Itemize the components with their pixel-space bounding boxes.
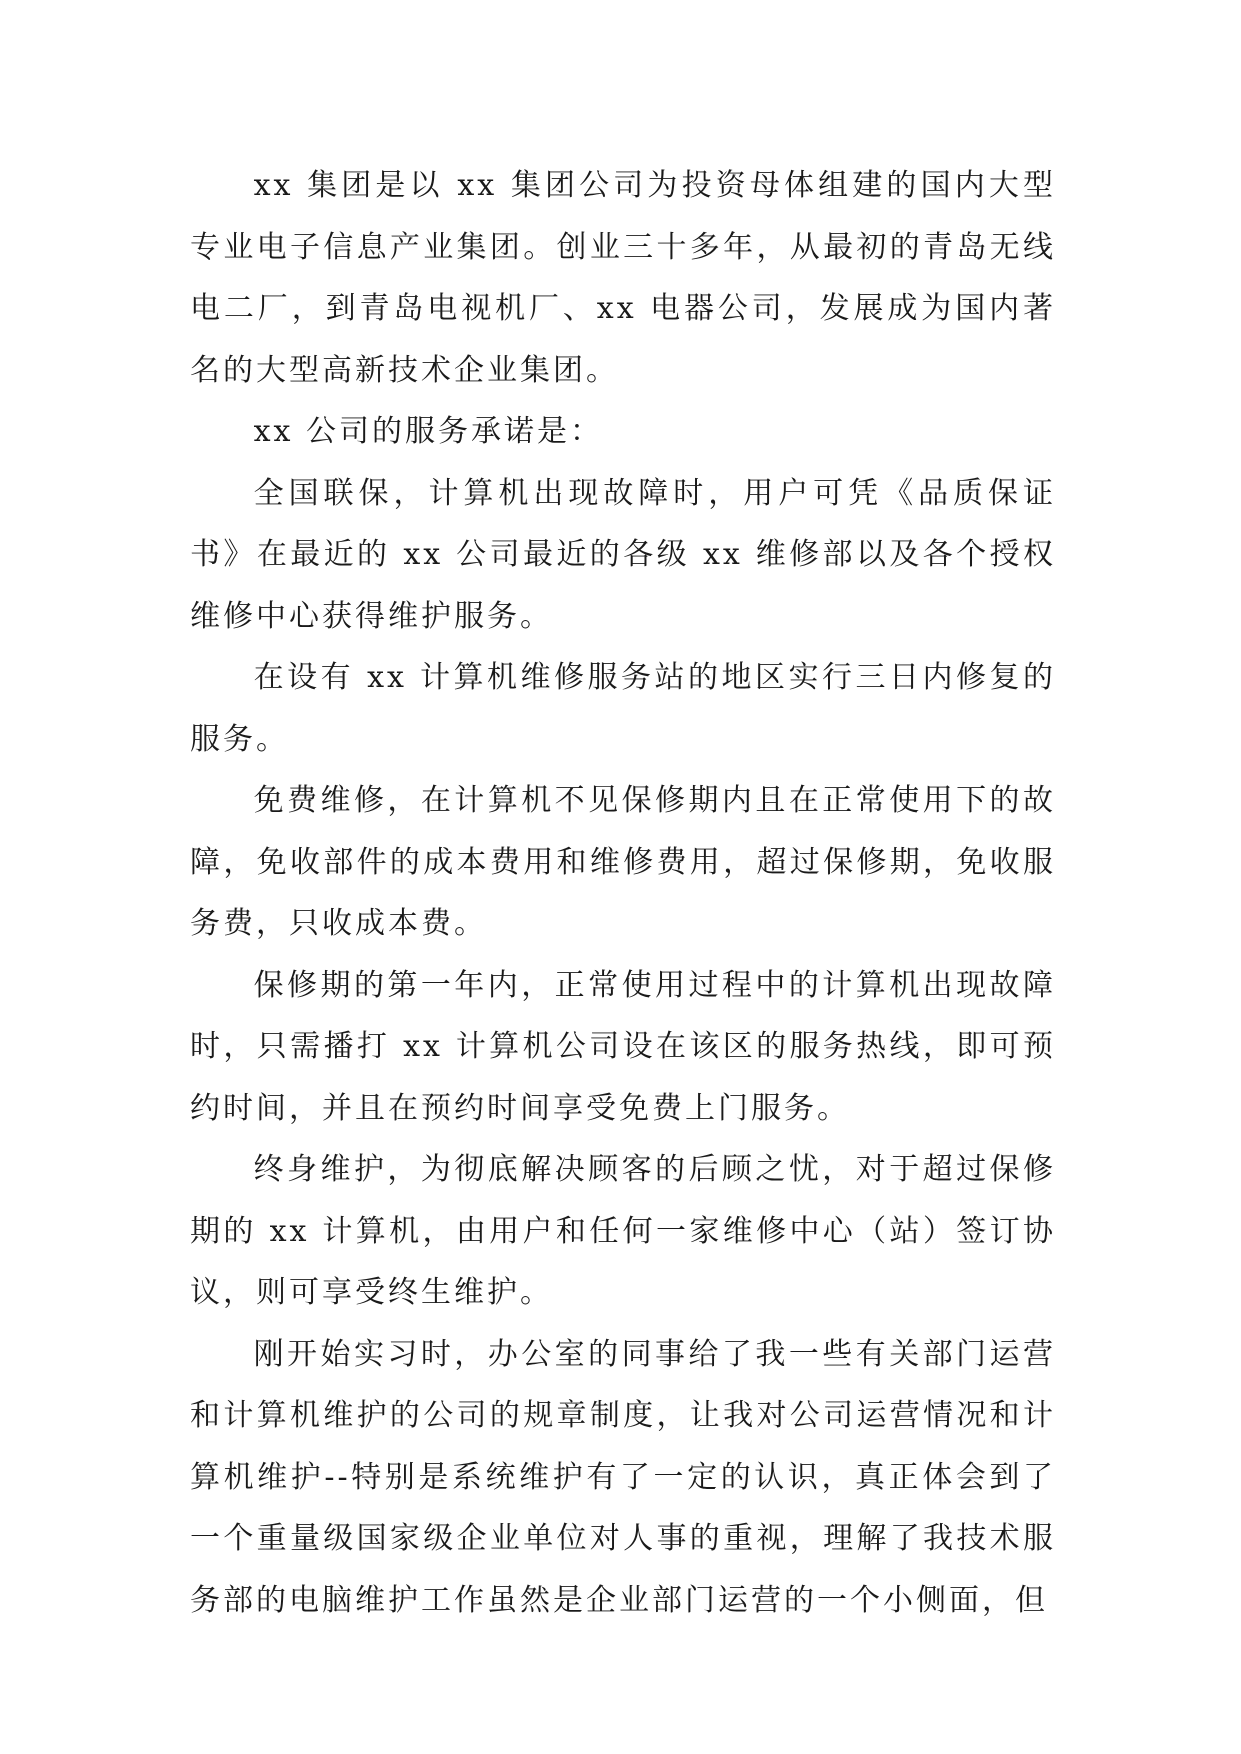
paragraph-three-day-repair: 在设有 xx 计算机维修服务站的地区实行三日内修复的服务。 — [190, 660, 1056, 757]
paragraph-national-warranty: 全国联保，计算机出现故障时，用户可凭《品质保证书》在最近的 xx 公司最近的各级 xx 维修部以及各个授权维修中心获得维护服务。 — [190, 475, 1056, 634]
document-body — [190, 155, 1056, 1631]
paragraph-free-repair: 免费维修，在计算机不见保修期内且在正常使用下的故障，免收部件的成本费用和维修费用，超过保修期，免收服务费，只收成本费。 — [190, 783, 1056, 941]
paragraph-internship-start: 刚开始实习时，办公室的同事给了我一些有关部门运营和计算机维护的公司的规章制度，让我对公司运营情况和计算机维护--特别是系统维护有了一定的认识，真正体会到了一个重量级国家级企业单位对人事的重视，理解了我技术服务部的电脑维护工作虽然是企业部门运营的一个小侧面，但 — [190, 1336, 1056, 1618]
paragraph-lifetime-maintenance: 终身维护，为彻底解决顾客的后顾之忧，对于超过保修期的 xx 计算机，由用户和任何一家维修中心（站）签订协议，则可享受终生维护。 — [190, 1152, 1056, 1310]
paragraph-first-year-service: 保修期的第一年内，正常使用过程中的计算机出现故障时，只需播打 xx 计算机公司设在该区的服务热线，即可预约时间，并且在预约时间享受免费上门服务。 — [190, 967, 1056, 1126]
paragraph-service-promise-heading: xx 公司的服务承诺是： — [253, 414, 603, 449]
paragraph-group-intro: xx 集团是以 xx 集团公司为投资母体组建的国内大型专业电子信息产业集团。创业三十多年，从最初的青岛无线电二厂，到青岛电视机厂、xx 电器公司，发展成为国内著名的大型高新技术企业集团。 — [190, 168, 1056, 388]
